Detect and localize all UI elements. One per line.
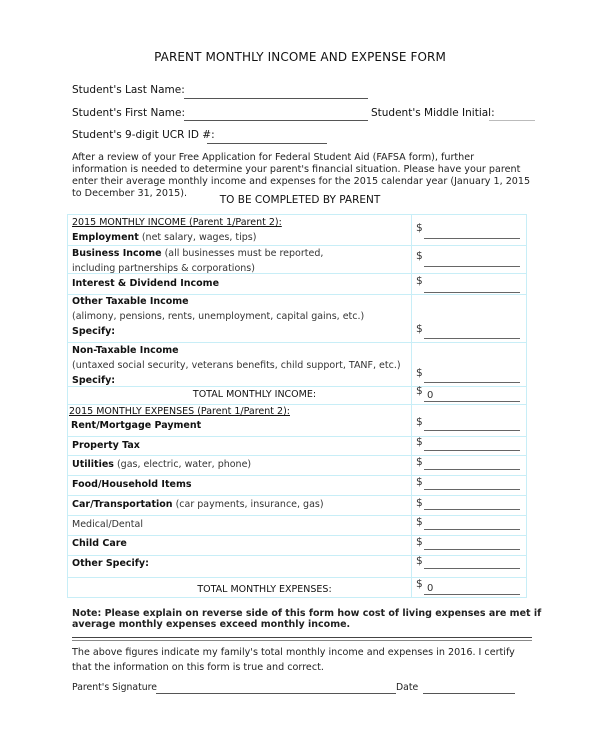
last-name-label: Student's Last Name: (72, 84, 185, 96)
total-income-value: 0 (424, 389, 520, 402)
expense-row-car (72, 497, 407, 512)
dollar-sign: $ (416, 456, 423, 468)
specify-label: Specify: (72, 326, 116, 337)
car-transportation-amount-field[interactable] (424, 497, 520, 510)
dollar-sign: $ (416, 476, 423, 488)
expense-label: Utilities (72, 459, 114, 470)
expense-label: Food/Household Items (72, 479, 192, 490)
rent-mortgage-amount-field[interactable] (424, 418, 520, 431)
row-divider (67, 475, 527, 476)
employment-amount-field[interactable] (424, 226, 520, 239)
property-tax-amount-field[interactable] (424, 438, 520, 451)
total-expenses-value: 0 (424, 582, 520, 595)
middle-initial-field[interactable] (489, 120, 535, 121)
intro-paragraph: After a review of your Free Application for Federal Student Aid (FAFSA form), further information is needed to determine your parent's financial situation. Please have your parent enter their average monthly income and expenses for the 2015 calendar year (January 1, 2015 to December 31, 2015). (72, 152, 531, 199)
row-divider (67, 404, 527, 405)
non-taxable-amount-field[interactable] (424, 370, 520, 383)
total-income-label: TOTAL MONTHLY INCOME: (192, 389, 317, 400)
expense-row-rent (69, 406, 404, 432)
other-expense-amount-field[interactable] (424, 556, 520, 569)
dollar-sign: $ (416, 250, 423, 262)
signature-field[interactable] (156, 693, 396, 694)
income-section-heading: 2015 MONTHLY INCOME (Parent 1/Parent 2): (72, 217, 282, 228)
income-label: Interest & Dividend Income (72, 278, 220, 289)
row-divider (67, 495, 527, 496)
section-heading: TO BE COMPLETED BY PARENT (219, 194, 381, 206)
expense-label: Car/Transportation (72, 499, 173, 510)
income-detail: (untaxed social security, veterans benefits, child support, TANF, etc.) (72, 360, 401, 371)
income-row-non-taxable (72, 343, 407, 388)
row-divider (67, 577, 527, 578)
date-field[interactable] (423, 693, 515, 694)
dollar-sign: $ (416, 323, 423, 335)
row-divider (67, 515, 527, 516)
expense-label: Property Tax (72, 440, 140, 451)
first-name-label: Student's First Name: (72, 107, 185, 119)
food-household-amount-field[interactable] (424, 477, 520, 490)
dollar-sign: $ (416, 275, 423, 287)
row-divider (67, 436, 527, 437)
certification-text: The above figures indicate my family's total monthly income and expenses in 2016. I certify that the information on this form is true and correct. (72, 647, 515, 673)
double-rule-divider (72, 637, 532, 641)
income-row-other-taxable (72, 294, 407, 339)
income-label: Employment (72, 232, 139, 243)
dollar-sign: $ (416, 436, 423, 448)
other-taxable-amount-field[interactable] (424, 326, 520, 339)
ucr-id-label: Student's 9-digit UCR ID #: (72, 129, 215, 141)
income-row-employment (72, 215, 407, 245)
child-care-amount-field[interactable] (424, 537, 520, 550)
income-label: Business Income (72, 248, 162, 259)
date-label: Date (396, 682, 419, 693)
expense-row-utilities (72, 457, 407, 472)
expense-label: Rent/Mortgage Payment (71, 420, 202, 431)
expense-label: Child Care (72, 538, 127, 549)
signature-label: Parent's Signature (72, 682, 157, 693)
expense-row-other (72, 556, 407, 571)
expense-row-property-tax (72, 438, 407, 453)
income-row-interest (72, 276, 407, 291)
note-text: Note: Please explain on reverse side of this form how cost of living expenses are met if average monthly expenses exceed monthly income. (72, 608, 542, 630)
income-detail: (alimony, pensions, rents, unemployment, capital gains, etc.) (72, 311, 365, 322)
middle-initial-label: Student's Middle Initial: (371, 107, 495, 119)
dollar-sign: $ (416, 222, 423, 234)
row-divider (67, 455, 527, 456)
dollar-sign: $ (416, 516, 423, 528)
table-column-divider (411, 214, 412, 598)
dollar-sign: $ (416, 578, 423, 590)
last-name-field[interactable] (184, 98, 368, 99)
business-income-amount-field[interactable] (424, 254, 520, 267)
dollar-sign: $ (416, 367, 423, 379)
dollar-sign: $ (416, 555, 423, 567)
expense-row-child-care (72, 536, 407, 551)
income-detail-line2: including partnerships & corporations) (72, 263, 255, 274)
medical-dental-amount-field[interactable] (424, 517, 520, 530)
interest-dividend-amount-field[interactable] (424, 280, 520, 293)
income-detail: (net salary, wages, tips) (141, 232, 257, 243)
form-title: PARENT MONTHLY INCOME AND EXPENSE FORM (154, 50, 446, 64)
expense-row-food (72, 477, 407, 492)
income-row-business (72, 246, 407, 276)
first-name-field[interactable] (184, 120, 368, 121)
income-detail: (all businesses must be reported, (164, 248, 324, 259)
income-label: Other Taxable Income (72, 296, 189, 307)
expense-row-medical (72, 517, 407, 532)
specify-label: Specify: (72, 375, 116, 386)
ucr-id-field[interactable] (207, 143, 327, 144)
dollar-sign: $ (416, 497, 423, 509)
expense-detail: (car payments, insurance, gas) (175, 499, 324, 510)
expense-detail: (gas, electric, water, phone) (116, 459, 252, 470)
expense-label: Medical/Dental (72, 519, 143, 530)
income-label: Non-Taxable Income (72, 345, 179, 356)
expenses-section-heading: 2015 MONTHLY EXPENSES (Parent 1/Parent 2): (69, 406, 290, 417)
dollar-sign: $ (416, 416, 423, 428)
expense-label: Other Specify: (72, 558, 149, 569)
dollar-sign: $ (416, 385, 423, 397)
utilities-amount-field[interactable] (424, 457, 520, 470)
total-expenses-label: TOTAL MONTHLY EXPENSES: (197, 584, 332, 595)
dollar-sign: $ (416, 536, 423, 548)
